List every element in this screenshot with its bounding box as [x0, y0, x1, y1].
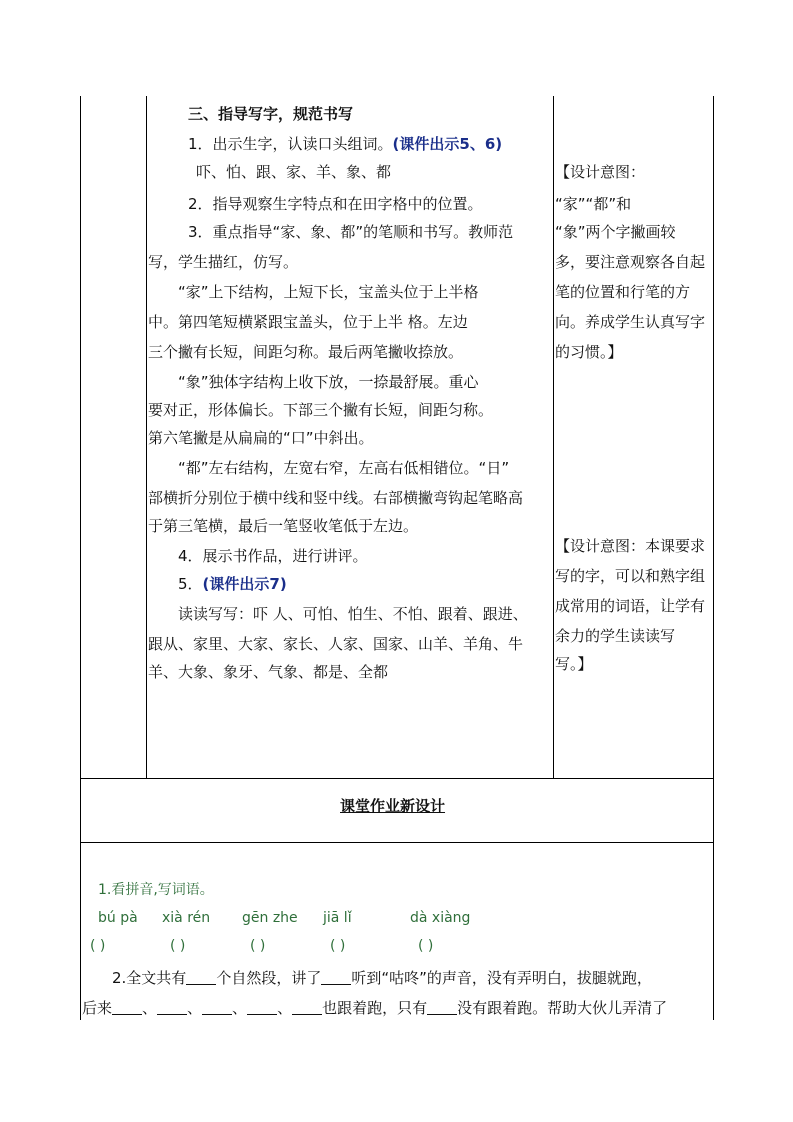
jia-guide-line-1: “家”上下结构，上短下长，宝盖头位于上半格 — [178, 283, 479, 301]
q2-sep-3: 、 — [232, 999, 248, 1017]
step-5-note: (课件出示7) — [202, 575, 287, 593]
homework-title: 课堂作业新设计 — [340, 797, 446, 815]
q2-blank-1[interactable] — [186, 970, 216, 985]
q2-text-f: 没有跟着跑。帮助大伙儿弄清了 — [457, 999, 668, 1017]
q2-text-e: 也跟着跑，只有 — [322, 999, 428, 1017]
design-intent-2-line-5: 写。】 — [555, 655, 593, 673]
q2-text-c: 听到“咕咚”的声音，没有弄明白，拔腿就跑， — [351, 969, 652, 987]
read-write-line-2: 跟从、家里、大家、家长、人家、国家、山羊、羊角、牛 — [148, 635, 524, 653]
q2-blank-4[interactable] — [157, 1000, 187, 1015]
step-3-line-2: 写，学生描红，仿写。 — [148, 253, 299, 271]
design-intent-2-line-2: 写的字，可以和熟字组 — [555, 567, 706, 585]
pinyin-2: xià rén — [162, 910, 211, 926]
answer-blank-4[interactable]: ( ) — [330, 938, 346, 954]
pinyin-3: gēn zhe — [242, 910, 298, 926]
question-2-line-2 — [82, 998, 667, 1018]
design-intent-1-line-7: 的习惯。】 — [555, 343, 623, 361]
q2-blank-2[interactable] — [321, 970, 351, 985]
step-4: 4．展示书作品，进行讲评。 — [178, 547, 368, 565]
design-intent-2-line-1: 【设计意图：本课要求 — [555, 537, 706, 555]
q2-blank-5[interactable] — [202, 1000, 232, 1015]
dou-guide-line-3: 于第三笔横，最后一笔竖收笔低于左边。 — [148, 517, 419, 535]
table-left-border — [80, 96, 81, 1020]
step-3-line-1: 3．重点指导“家、象、都”的笔顺和书写。教师范 — [188, 223, 514, 241]
answer-blank-1[interactable]: ( ) — [90, 938, 106, 954]
design-intent-1-line-1: 【设计意图： — [555, 163, 646, 181]
question-1: 1.看拼音,写词语。 — [98, 882, 214, 898]
table-right-border — [713, 96, 714, 1020]
q2-blank-3[interactable] — [112, 1000, 142, 1015]
column-divider-1 — [146, 96, 147, 779]
step-2: 2．指导观察生字特点和在田字格中的位置。 — [188, 195, 483, 213]
row-divider-1 — [80, 778, 714, 779]
design-intent-1-line-2: “家”“都”和 — [555, 195, 632, 213]
xiang-guide-line-2: 要对正，形体偏长。下部三个撇有长短，间距匀称。 — [148, 401, 494, 419]
column-divider-2 — [553, 96, 554, 779]
pinyin-4: jiā lǐ — [323, 910, 352, 926]
step-5-number: 5． — [178, 575, 203, 593]
dou-guide-line-2: 部横折分别位于横中线和竖中线。右部横撇弯钩起笔略高 — [148, 489, 524, 507]
pinyin-5: dà xiàng — [410, 910, 471, 926]
row-divider-2 — [80, 842, 714, 843]
design-intent-1-line-5: 笔的位置和行笔的方 — [555, 283, 691, 301]
step-1-note: (课件出示5、6) — [392, 135, 503, 153]
question-2-line-1 — [112, 968, 652, 988]
section-heading: 三、指导写字，规范书写 — [188, 105, 354, 123]
step-5 — [178, 574, 287, 594]
q2-text-a: 2.全文共有 — [112, 969, 187, 987]
new-characters: 吓、怕、跟、家、羊、象、都 — [196, 163, 392, 181]
answer-blank-3[interactable]: ( ) — [250, 938, 266, 954]
dou-guide-line-1: “都”左右结构，左宽右窄，左高右低相错位。“日” — [178, 459, 510, 477]
answer-blank-2[interactable]: ( ) — [170, 938, 186, 954]
design-intent-1-line-3: “象”两个字撇画较 — [555, 223, 676, 241]
q2-text-d: 后来 — [82, 999, 113, 1017]
answer-blank-5[interactable]: ( ) — [418, 938, 434, 954]
read-write-line-1: 读读写写：吓 人、可怕、怕生、不怕、跟着、跟进、 — [178, 605, 528, 623]
q2-sep-1: 、 — [142, 999, 158, 1017]
q2-blank-7[interactable] — [292, 1000, 322, 1015]
xiang-guide-line-1: “象”独体字结构上收下放，一捺最舒展。重心 — [178, 373, 479, 391]
design-intent-1-line-4: 多，要注意观察各自起 — [555, 253, 706, 271]
q2-blank-8[interactable] — [427, 1000, 457, 1015]
design-intent-2-line-4: 余力的学生读读写 — [555, 627, 676, 645]
design-intent-1-line-6: 向。养成学生认真写字 — [555, 313, 706, 331]
q2-sep-2: 、 — [187, 999, 203, 1017]
q2-text-b: 个自然段，讲了 — [216, 969, 322, 987]
read-write-line-3: 羊、大象、象牙、气象、都是、全都 — [148, 663, 389, 681]
step-1 — [188, 134, 502, 154]
q2-blank-6[interactable] — [247, 1000, 277, 1015]
design-intent-2-line-3: 成常用的词语，让学有 — [555, 597, 706, 615]
jia-guide-line-3: 三个撇有长短，间距匀称。最后两笔撇收捺放。 — [148, 343, 464, 361]
xiang-guide-line-3: 第六笔撇是从扁扁的“口”中斜出。 — [148, 429, 374, 447]
step-1-text: 1．出示生字，认读口头组词。 — [188, 135, 393, 153]
q2-sep-4: 、 — [277, 999, 293, 1017]
jia-guide-line-2: 中。第四笔短横紧跟宝盖头，位于上半 格。左边 — [148, 313, 468, 331]
pinyin-1: bú pà — [98, 910, 138, 926]
